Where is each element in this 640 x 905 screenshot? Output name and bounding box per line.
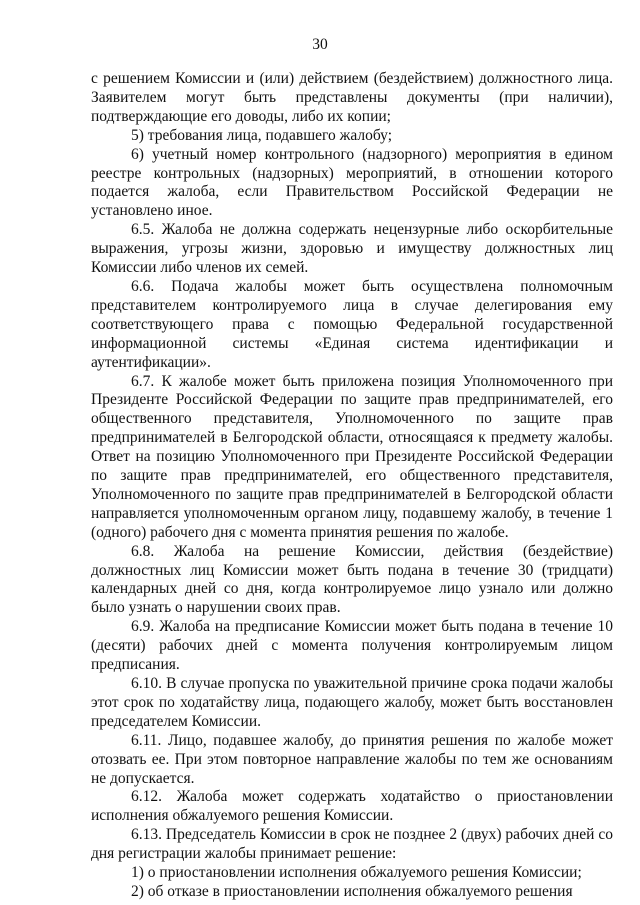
paragraph-item-5: 5) требования лица, подавшего жалобу;: [131, 126, 393, 144]
paragraph-6-7: 6.7. К жалобе может быть приложена позиция Уполномоченного при Президенте Российской Федерации по защите прав предпринимателей, его общественного представителя, Уполномоченного по защите прав предпринимателей в Белгородской области, относящаяся к предмету жалобы. Ответ на позицию Уполномоченного при Президенте Российской Федерации по защите прав предпринимателей, его общественного представителя, Уполномоченного по защите прав предпринимателей в Белгородской области направляется уполномоченным органом лицу, подавшему жалобу, в течение 1 (одного) рабочего дня с момента принятия решения по жалобе.: [91, 372, 613, 541]
body-text: [91, 70, 613, 902]
paragraph-continuation: с решением Комиссии и (или) действием (бездействием) должностного лица. Заявителем могут быть представлены документы (при наличии), подтверждающие его доводы, либо их копии;: [91, 70, 613, 125]
paragraph-6-6: 6.6. Подача жалобы может быть осуществлена полномочным представителем контролируемого лица в случае делегирования ему соответствующего права с помощью Федеральной государственной информационной системы «Единая система идентификации и аутентификации».: [91, 277, 613, 371]
paragraph-6-11: 6.11. Лицо, подавшее жалобу, до принятия решения по жалобе может отозвать ее. При этом повторное направление жалобы по тем же основаниям не допускается.: [91, 731, 613, 787]
paragraph-6-9: 6.9. Жалоба на предписание Комиссии может быть подана в течение 10 (десяти) рабочих дней с момента получения контролируемым лицом предписания.: [91, 618, 613, 674]
paragraph-item-6: 6) учетный номер контрольного (надзорного) мероприятия в едином реестре контрольных (надзорных) мероприятий, в отношении которого подается жалоба, если Правительством Российской Федерации не установлено иное.: [91, 145, 613, 220]
paragraph-decision-1: 1) о приостановлении исполнения обжалуемого решения Комиссии;: [131, 864, 582, 882]
paragraph-6-10: 6.10. В случае пропуска по уважительной причине срока подачи жалобы этот срок по ходатайству лица, подающего жалобу, может быть восстановлен председателем Комиссии.: [91, 675, 613, 730]
paragraph-6-5: 6.5. Жалоба не должна содержать нецензурные либо оскорбительные выражения, угрозы жизни, здоровью и имуществу должностных лиц Комиссии либо членов их семей.: [91, 221, 613, 277]
paragraph-6-8: 6.8. Жалоба на решение Комиссии, действия (бездействие) должностных лиц Комиссии может быть подана в течение 30 (тридцати) календарных дней со дня, когда контролируемое лицо узнало или должно было узнать о нарушении своих прав.: [91, 542, 613, 617]
paragraph-6-12: 6.12. Жалоба может содержать ходатайство о приостановлении исполнения обжалуемого решения Комиссии.: [91, 788, 613, 825]
page-number: 30: [312, 36, 328, 53]
paragraph-6-13: 6.13. Председатель Комиссии в срок не позднее 2 (двух) рабочих дней со дня регистрации жалобы принимает решение:: [91, 826, 613, 863]
paragraph-decision-2: 2) об отказе в приостановлении исполнения обжалуемого решения: [131, 882, 573, 900]
